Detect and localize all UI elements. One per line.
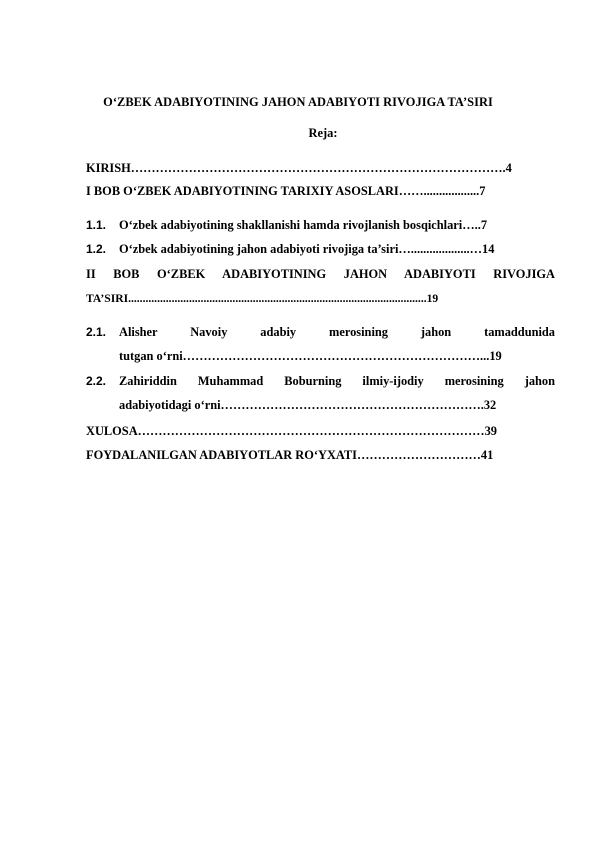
- toc-chapter-2-line-2: TA’SIRI.......................................................................................................19: [86, 292, 439, 305]
- toc-section-2-2-line-1: Zahiriddin Muhammad Boburning ilmiy-ijodiy merosining jahon: [119, 374, 555, 388]
- toc-bibliography: FOYDALANILGAN ADABIYOTLAR RO‘YXATI…………………………41: [86, 448, 494, 462]
- toc-section-2-1-number: 2.1.: [86, 325, 107, 339]
- toc-kirish: KIRISH……………………………………………………………………………….4: [86, 161, 512, 175]
- toc-section-1-1-number: 1.1.: [86, 218, 107, 232]
- document-title: O‘ZBEK ADABIYOTINING JAHON ADABIYOTI RIVOJIGA TA’SIRI: [103, 95, 493, 109]
- toc-xulosa: XULOSA…………………………………………………………………………39: [86, 424, 497, 438]
- toc-section-2-1-line-2: tutgan o‘rni………………………………………………………………...19: [119, 349, 502, 363]
- toc-section-1-2-number: 1.2.: [86, 242, 107, 256]
- toc-chapter-1: I BOB O‘ZBEK ADABIYOTINING TARIXIY ASOSLARI……..................7: [86, 184, 486, 198]
- plan-heading: Reja:: [308, 126, 338, 140]
- toc-section-2-2-line-2: adabiyotidagi o‘rni……………………………………………………….32: [119, 398, 497, 412]
- toc-section-1-2: O‘zbek adabiyotining jahon adabiyoti rivojiga ta’siri…...................…14: [119, 242, 495, 256]
- toc-chapter-2-line-1: II BOB O‘ZBEK ADABIYOTINING JAHON ADABIYOTI RIVOJIGA: [86, 267, 555, 281]
- toc-section-1-1: O‘zbek adabiyotining shakllanishi hamda rivojlanish bosqichlari…..7: [119, 218, 488, 232]
- toc-section-2-2-number: 2.2.: [86, 374, 107, 388]
- toc-section-2-1-line-1: Alisher Navoiy adabiy merosining jahon tamaddunida: [119, 325, 555, 339]
